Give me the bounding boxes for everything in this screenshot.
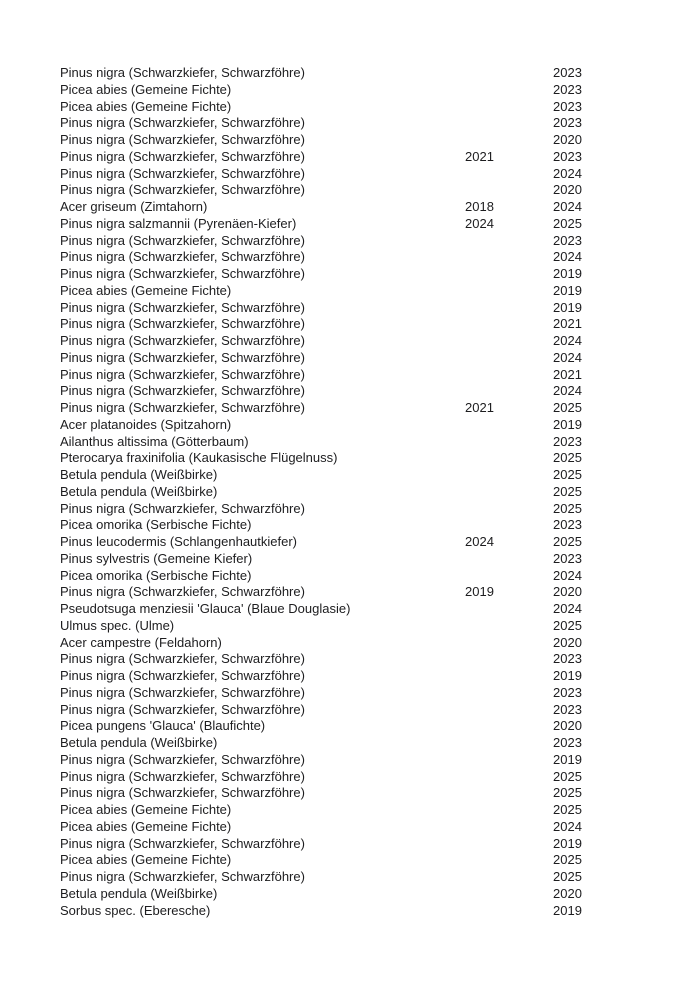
- species-name: Picea abies (Gemeine Fichte): [60, 802, 232, 817]
- table-row: [60, 417, 640, 434]
- table-row: [60, 869, 640, 886]
- table-row: [60, 115, 640, 132]
- table-row: [60, 233, 640, 250]
- record-year: 2019: [553, 668, 582, 683]
- record-year: 2025: [553, 483, 582, 499]
- record-year: 2025: [553, 802, 582, 817]
- record-year: 2025: [553, 617, 582, 633]
- table-row: [60, 651, 640, 668]
- record-year: 2025: [553, 400, 582, 415]
- species-name: Pinus nigra (Schwarzkiefer, Schwarzföhre): [60, 249, 305, 265]
- record-year: 2024: [553, 567, 582, 583]
- species-name: Pinus sylvestris (Gemeine Kiefer): [60, 550, 253, 566]
- species-name: Pinus nigra (Schwarzkiefer, Schwarzföhre): [60, 400, 305, 415]
- table-row: [60, 350, 640, 367]
- table-row: [60, 450, 640, 467]
- table-row: [60, 65, 640, 82]
- species-name: Pinus nigra (Schwarzkiefer, Schwarzföhre): [60, 232, 305, 248]
- species-name: Pseudotsuga menziesii 'Glauca' (Blaue Douglasie): [60, 601, 351, 616]
- record-year: 2021: [553, 316, 582, 332]
- species-name: Picea abies (Gemeine Fichte): [60, 852, 232, 868]
- table-row: [60, 199, 640, 216]
- record-year: 2023: [553, 148, 582, 164]
- species-name: Picea abies (Gemeine Fichte): [60, 98, 232, 114]
- record-year: 2023: [553, 433, 582, 449]
- table-row: [60, 635, 640, 652]
- species-name: Pinus nigra (Schwarzkiefer, Schwarzföhre): [60, 65, 305, 80]
- species-name: Pinus nigra (Schwarzkiefer, Schwarzföhre): [60, 148, 305, 164]
- table-row: [60, 434, 640, 451]
- secondary-year: 2021: [465, 148, 494, 164]
- record-year: 2023: [553, 651, 582, 667]
- species-name: Ailanthus altissima (Götterbaum): [60, 433, 249, 449]
- species-name: Betula pendula (Weißbirke): [60, 735, 218, 750]
- table-row: [60, 769, 640, 786]
- species-name: Picea abies (Gemeine Fichte): [60, 81, 232, 97]
- species-name: Pinus nigra (Schwarzkiefer, Schwarzföhre): [60, 366, 305, 382]
- record-year: 2025: [553, 450, 582, 466]
- species-name: Pinus nigra (Schwarzkiefer, Schwarzföhre): [60, 266, 305, 281]
- table-row: [60, 752, 640, 769]
- table-row: [60, 400, 640, 417]
- secondary-year: 2018: [465, 199, 494, 214]
- species-name: Pinus nigra (Schwarzkiefer, Schwarzföhre): [60, 316, 305, 332]
- record-year: 2020: [553, 182, 582, 198]
- table-row: [60, 685, 640, 702]
- record-year: 2019: [553, 416, 582, 432]
- table-row: [60, 735, 640, 752]
- species-name: Pinus nigra (Schwarzkiefer, Schwarzföhre): [60, 132, 305, 147]
- table-row: [60, 300, 640, 317]
- record-year: 2023: [553, 81, 582, 97]
- record-year: 2020: [553, 718, 582, 734]
- species-name: Pterocarya fraxinifolia (Kaukasische Flügelnuss): [60, 450, 338, 466]
- table-row: [60, 551, 640, 568]
- species-name: Pinus nigra (Schwarzkiefer, Schwarzföhre): [60, 333, 305, 348]
- record-year: 2025: [553, 869, 582, 884]
- species-name: Pinus nigra salzmannii (Pyrenäen-Kiefer): [60, 215, 297, 231]
- species-name: Pinus nigra (Schwarzkiefer, Schwarzföhre): [60, 115, 305, 131]
- record-year: 2023: [553, 684, 582, 700]
- record-year: 2025: [553, 852, 582, 868]
- species-name: Picea omorika (Serbische Fichte): [60, 567, 252, 583]
- table-row: [60, 132, 640, 149]
- table-row: [60, 367, 640, 384]
- table-row: [60, 584, 640, 601]
- table-row: [60, 249, 640, 266]
- record-year: 2025: [553, 785, 582, 801]
- record-year: 2020: [553, 132, 582, 147]
- record-year: 2024: [553, 601, 582, 616]
- species-name: Sorbus spec. (Eberesche): [60, 902, 211, 918]
- table-row: [60, 266, 640, 283]
- species-name: Pinus nigra (Schwarzkiefer, Schwarzföhre): [60, 349, 305, 365]
- tree-list-rows: [60, 65, 640, 919]
- record-year: 2025: [553, 500, 582, 516]
- species-name: Ulmus spec. (Ulme): [60, 617, 175, 633]
- species-name: Picea abies (Gemeine Fichte): [60, 282, 232, 298]
- record-year: 2019: [553, 902, 582, 918]
- species-name: Pinus nigra (Schwarzkiefer, Schwarzföhre): [60, 684, 305, 700]
- record-year: 2024: [553, 383, 582, 399]
- species-name: Pinus nigra (Schwarzkiefer, Schwarzföhre): [60, 651, 305, 667]
- record-year: 2019: [553, 282, 582, 298]
- record-year: 2024: [553, 165, 582, 181]
- record-year: 2025: [553, 768, 582, 784]
- species-name: Pinus nigra (Schwarzkiefer, Schwarzföhre): [60, 785, 305, 801]
- table-row: [60, 166, 640, 183]
- species-name: Picea omorika (Serbische Fichte): [60, 517, 252, 533]
- record-year: 2025: [553, 534, 582, 549]
- secondary-year: 2019: [465, 584, 494, 600]
- table-row: [60, 534, 640, 551]
- table-row: [60, 886, 640, 903]
- species-name: Pinus nigra (Schwarzkiefer, Schwarzföhre): [60, 584, 305, 600]
- species-name: Pinus nigra (Schwarzkiefer, Schwarzföhre): [60, 668, 305, 683]
- table-row: [60, 82, 640, 99]
- table-row: [60, 568, 640, 585]
- table-row: [60, 718, 640, 735]
- record-year: 2024: [553, 249, 582, 265]
- record-year: 2023: [553, 98, 582, 114]
- record-year: 2023: [553, 701, 582, 717]
- secondary-year: 2024: [465, 215, 494, 231]
- table-row: [60, 467, 640, 484]
- record-year: 2020: [553, 885, 582, 901]
- table-row: [60, 216, 640, 233]
- species-name: Acer campestre (Feldahorn): [60, 634, 222, 650]
- table-row: [60, 819, 640, 836]
- table-row: [60, 903, 640, 920]
- species-name: Pinus nigra (Schwarzkiefer, Schwarzföhre): [60, 751, 305, 767]
- record-year: 2023: [553, 550, 582, 566]
- record-year: 2024: [553, 199, 582, 214]
- record-year: 2019: [553, 835, 582, 851]
- species-name: Picea pungens 'Glauca' (Blaufichte): [60, 718, 266, 734]
- record-year: 2019: [553, 751, 582, 767]
- species-name: Pinus nigra (Schwarzkiefer, Schwarzföhre): [60, 383, 305, 399]
- species-name: Pinus nigra (Schwarzkiefer, Schwarzföhre): [60, 768, 305, 784]
- table-row: [60, 517, 640, 534]
- record-year: 2021: [553, 366, 582, 382]
- table-row: [60, 182, 640, 199]
- record-year: 2024: [553, 349, 582, 365]
- species-name: Pinus nigra (Schwarzkiefer, Schwarzföhre): [60, 299, 305, 315]
- species-name: Betula pendula (Weißbirke): [60, 467, 218, 482]
- species-name: Pinus leucodermis (Schlangenhautkiefer): [60, 534, 298, 549]
- table-row: [60, 702, 640, 719]
- record-year: 2025: [553, 215, 582, 231]
- species-name: Pinus nigra (Schwarzkiefer, Schwarzföhre): [60, 182, 305, 198]
- table-row: [60, 283, 640, 300]
- species-name: Pinus nigra (Schwarzkiefer, Schwarzföhre): [60, 835, 305, 851]
- table-row: [60, 618, 640, 635]
- record-year: 2023: [553, 115, 582, 131]
- table-row: [60, 601, 640, 618]
- table-row: [60, 785, 640, 802]
- species-name: Pinus nigra (Schwarzkiefer, Schwarzföhre): [60, 500, 305, 516]
- species-name: Betula pendula (Weißbirke): [60, 885, 218, 901]
- record-year: 2023: [553, 735, 582, 750]
- table-row: [60, 149, 640, 166]
- table-row: [60, 333, 640, 350]
- species-name: Pinus nigra (Schwarzkiefer, Schwarzföhre): [60, 701, 305, 717]
- table-row: [60, 99, 640, 116]
- species-name: Acer platanoides (Spitzahorn): [60, 416, 232, 432]
- record-year: 2025: [553, 467, 582, 482]
- table-row: [60, 501, 640, 518]
- table-row: [60, 802, 640, 819]
- species-name: Picea abies (Gemeine Fichte): [60, 818, 232, 834]
- record-year: 2020: [553, 634, 582, 650]
- table-row: [60, 383, 640, 400]
- record-year: 2024: [553, 333, 582, 348]
- record-year: 2023: [553, 65, 582, 80]
- record-year: 2024: [553, 818, 582, 834]
- table-row: [60, 316, 640, 333]
- species-name: Acer griseum (Zimtahorn): [60, 199, 208, 214]
- species-name: Pinus nigra (Schwarzkiefer, Schwarzföhre): [60, 165, 305, 181]
- record-year: 2019: [553, 299, 582, 315]
- record-year: 2023: [553, 232, 582, 248]
- secondary-year: 2024: [465, 534, 494, 549]
- record-year: 2019: [553, 266, 582, 281]
- species-name: Betula pendula (Weißbirke): [60, 483, 218, 499]
- table-row: [60, 836, 640, 853]
- table-row: [60, 484, 640, 501]
- tree-species-list: [60, 65, 640, 919]
- table-row: [60, 852, 640, 869]
- record-year: 2023: [553, 517, 582, 533]
- table-row: [60, 668, 640, 685]
- record-year: 2020: [553, 584, 582, 600]
- species-name: Pinus nigra (Schwarzkiefer, Schwarzföhre): [60, 869, 305, 884]
- secondary-year: 2021: [465, 400, 494, 415]
